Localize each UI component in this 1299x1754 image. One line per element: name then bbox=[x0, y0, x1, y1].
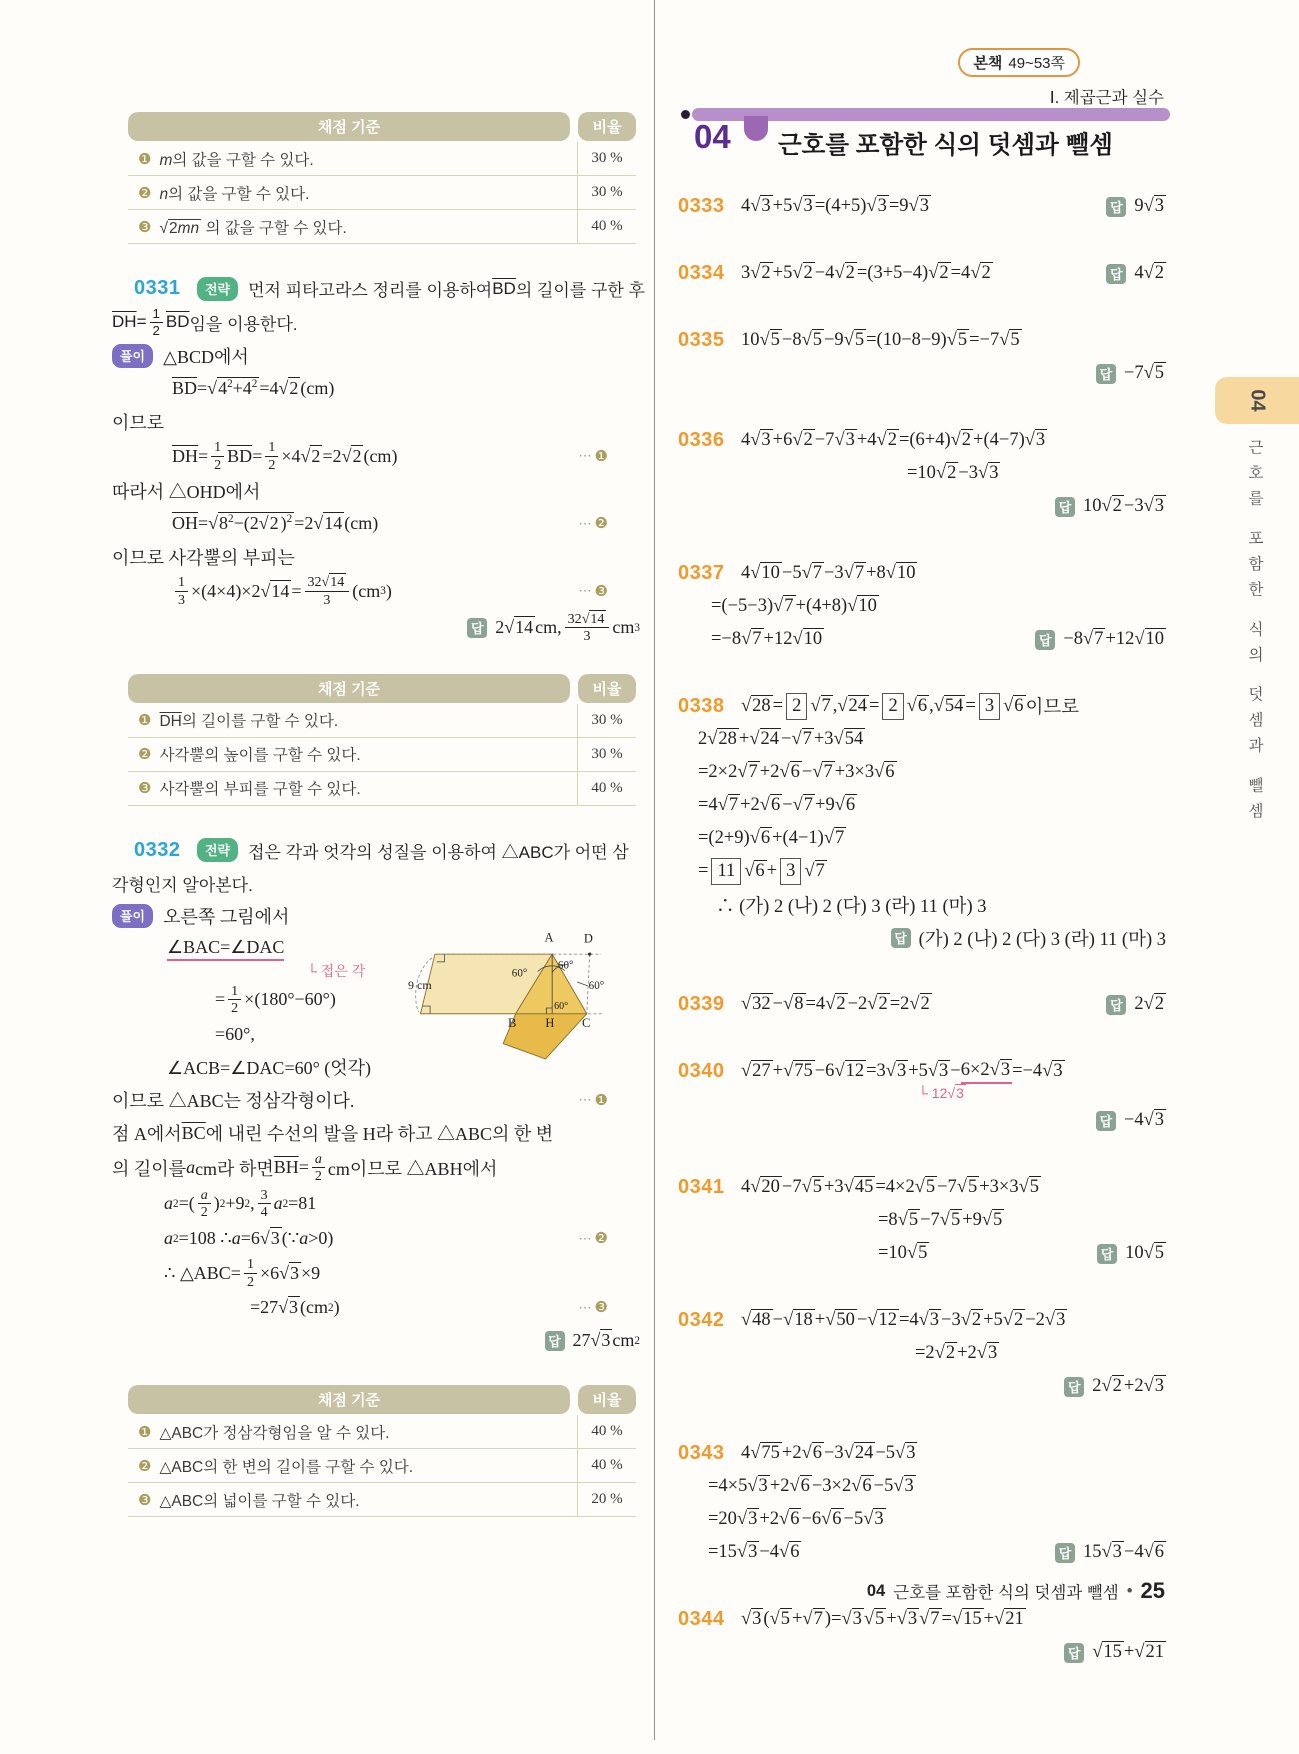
criteria-row bbox=[128, 1415, 636, 1449]
math-text: =4 √7 +2 √6 − √7 +9 √6 bbox=[698, 795, 856, 815]
problem-0344 bbox=[678, 1603, 1166, 1669]
math-text: =(2+9) √6 +(4−1) √7 bbox=[698, 828, 845, 848]
solution-line bbox=[678, 424, 1166, 457]
math-text: ∠BAC=∠DAC bbox=[167, 937, 284, 961]
problem-0342 bbox=[678, 1304, 1166, 1403]
step-number-icon: ❷ bbox=[594, 516, 608, 533]
math-text: =10 √2 −3 √3 bbox=[907, 463, 999, 483]
answer-line: 답 −7 √5 bbox=[678, 357, 1166, 390]
criteria-ratio: 30 % bbox=[577, 142, 636, 175]
table-header-ratio: 비율 bbox=[578, 1385, 636, 1414]
criteria-ratio: 20 % bbox=[577, 1483, 636, 1516]
math-text: 점 A에서 $\overline{BC}$ 에 내린 수선의 발을 H라 하고 △ABC의 한 변 bbox=[112, 1122, 554, 1145]
criteria-text: ❷ △ABC의 한 변의 길이를 구할 수 있다. bbox=[138, 1457, 414, 1476]
problem-0339 bbox=[678, 988, 1166, 1021]
label-b: B bbox=[507, 1016, 517, 1031]
book-ref-pages: 49~53쪽 bbox=[1008, 55, 1065, 72]
table-header-criteria: 채점 기준 bbox=[128, 112, 570, 141]
criteria-row bbox=[128, 772, 636, 806]
solution-line bbox=[678, 1470, 1166, 1503]
math-text: √28 = 2 √7 , √24 = 2 √6 , √54 = 3 √6 이므로 bbox=[741, 693, 1079, 719]
side-tab-number-box[interactable] bbox=[1215, 377, 1299, 424]
math-text: 이므로 △ABC는 정삼각형이다. bbox=[112, 1091, 355, 1112]
solution-line bbox=[112, 867, 640, 900]
table-header-criteria: 채점 기준 bbox=[128, 1385, 570, 1414]
solution-line bbox=[678, 1204, 1166, 1237]
solution-line bbox=[678, 1304, 1166, 1337]
section-title: 근호를 포함한 식의 덧셈과 뺄셈 bbox=[778, 132, 1113, 159]
solution-line bbox=[112, 507, 640, 540]
criteria-row bbox=[128, 210, 636, 244]
math-text: =(−5−3) √7 +(4+8) √10 bbox=[711, 596, 877, 616]
label-60-far: 60° bbox=[588, 979, 605, 992]
solution-badge: 풀이 bbox=[112, 904, 153, 928]
table-header bbox=[128, 674, 636, 703]
solution-line bbox=[678, 1503, 1166, 1536]
criteria-text: ❸ △ABC의 넓이를 구할 수 있다. bbox=[138, 1491, 360, 1510]
math-text: =2×2 √7 +2 √6 − √7 +3×3 √6 bbox=[698, 762, 895, 782]
right-column bbox=[678, 40, 1166, 1703]
step-number-icon: ❶ bbox=[138, 712, 152, 730]
step-number-icon: ❷ bbox=[138, 1457, 152, 1475]
criteria-ratio: 40 % bbox=[577, 1415, 636, 1448]
solution-line bbox=[678, 1437, 1166, 1470]
answer-badge: 답 bbox=[1055, 497, 1075, 517]
label-60-right: 60° bbox=[557, 959, 574, 972]
footer-section-title: 근호를 포함한 식의 덧셈과 뺄셈 bbox=[893, 1584, 1119, 1602]
solution-line bbox=[678, 1337, 1166, 1370]
solution-line bbox=[112, 339, 640, 372]
math-text: 4 √20 −7 √5 +3 √45 =4×2 √5 −7 √5 +3×3 √5 bbox=[741, 1177, 1039, 1197]
answer-badge: 답 bbox=[1055, 1543, 1075, 1563]
problem-0338 bbox=[678, 690, 1166, 954]
answer-badge: 답 bbox=[1096, 364, 1116, 384]
criteria-text: ❸ √2mn 의 값을 구할 수 있다. bbox=[138, 218, 347, 237]
math-text: √48 − √18 + √50 − √12 =4 √3 −3 √2 +5 √2 −2 √3 bbox=[741, 1310, 1066, 1330]
math-text: △BCD에서 bbox=[163, 346, 249, 367]
solution-line bbox=[112, 1084, 640, 1117]
answer-line: 답 −4 √3 bbox=[678, 1104, 1166, 1137]
solution-badge: 풀이 bbox=[112, 344, 153, 368]
criteria-row bbox=[128, 1449, 636, 1483]
pink-annotation: └ 12√3 bbox=[918, 1085, 964, 1101]
inline-answer: 답 4 √2 bbox=[1106, 263, 1166, 284]
solution-line bbox=[678, 855, 1166, 888]
answer-badge: 답 bbox=[1064, 1377, 1084, 1397]
solution-line bbox=[678, 324, 1166, 357]
criteria-text: ❷ 사각뿔의 높이를 구할 수 있다. bbox=[138, 746, 361, 765]
strategy-badge: 전략 bbox=[197, 277, 238, 301]
problem-number: 0334 bbox=[678, 262, 725, 284]
math-text: =2 √2 +2 √3 bbox=[915, 1343, 998, 1363]
side-tab-number: 04 bbox=[1246, 389, 1269, 412]
math-text: =−8 √7 +12 √10 bbox=[711, 629, 823, 649]
math-text: 4 √10 −5 √7 −3 √7 +8 √10 bbox=[741, 563, 916, 583]
solution-line bbox=[678, 1536, 1166, 1569]
answer-badge: 답 bbox=[545, 1331, 565, 1351]
step-marker: ⋯ ❶ bbox=[578, 1092, 608, 1109]
solution-line bbox=[112, 438, 640, 474]
math-text: =27 √3 (cm 2 ) bbox=[250, 1297, 340, 1318]
math-text: =15 √3 −4 √6 bbox=[708, 1542, 800, 1562]
step-number-icon: ❸ bbox=[138, 1491, 152, 1509]
solution-line bbox=[678, 690, 1166, 723]
criteria-ratio: 30 % bbox=[577, 738, 636, 771]
solution-line bbox=[678, 1171, 1166, 1204]
criteria-text: ❸ 사각뿔의 부피를 구할 수 있다. bbox=[138, 780, 361, 799]
math-text: 10 √5 −8 √5 −9 √5 =(10−8−9) √5 =−7 √5 bbox=[741, 330, 1020, 350]
criteria-text: ❶ $\overline{DH}$의 길이를 구할 수 있다. bbox=[138, 712, 339, 731]
section-number: 04 bbox=[694, 118, 731, 155]
problem-number: 0333 bbox=[678, 195, 725, 217]
step-number-icon: ❷ bbox=[138, 746, 152, 764]
answer-badge: 답 bbox=[1064, 1643, 1084, 1663]
table-header-ratio: 비율 bbox=[578, 112, 636, 141]
answer-line: 답 2 √2 +2 √3 bbox=[678, 1370, 1166, 1403]
math-text: √27 + √75 −6 √12 =3 √3 +5 √3 − 6×2√3 =−4 √3 bbox=[741, 1060, 1065, 1084]
problem-number: 0344 bbox=[678, 1608, 725, 1630]
label-h: H bbox=[545, 1016, 555, 1031]
math-text: =10 √5 bbox=[878, 1243, 928, 1263]
math-text: 의 길이를 a cm라 하면 $\overline{BH}$ = $\frac{a}{2}$ cm이므로 △ABH에서 bbox=[112, 1150, 498, 1185]
answer-badge: 답 bbox=[467, 618, 487, 638]
problem-0336 bbox=[678, 424, 1166, 523]
solution-line bbox=[678, 623, 1166, 656]
solution-line bbox=[112, 405, 640, 438]
page-footer bbox=[867, 1578, 1165, 1604]
solution-line bbox=[678, 557, 1166, 590]
criteria-table-3 bbox=[128, 1385, 636, 1517]
solution-line bbox=[678, 888, 1166, 921]
chapter-ref: Ⅰ. 제곱근과 실수 bbox=[1049, 89, 1164, 107]
math-text: 2 √28 + √24 − √7 +3 √54 bbox=[698, 729, 864, 749]
criteria-row bbox=[128, 142, 636, 176]
problem-number: 0342 bbox=[678, 1309, 725, 1331]
math-text: 각형인지 알아본다. bbox=[112, 875, 253, 895]
answer-line: 답 27 √3 cm 2 bbox=[112, 1324, 640, 1357]
math-text: √3 ( √5 + √7 )= √3 √5 + √3 √7 = √15 + √21 bbox=[741, 1609, 1024, 1629]
problem-number: 0343 bbox=[678, 1442, 725, 1464]
math-text: $\overline{OH}$ = $√8^2-(2√2$ )$^2$ =2 √14 (cm) bbox=[172, 513, 379, 534]
problems-list bbox=[678, 190, 1166, 1669]
math-text: 오른쪽 그림에서 bbox=[163, 907, 290, 928]
solution-line bbox=[678, 822, 1166, 855]
solution-line bbox=[678, 1603, 1166, 1636]
math-text: ∠ACB=∠DAC=60° (엇각) bbox=[167, 1058, 372, 1079]
ribbon-dot bbox=[681, 110, 690, 119]
criteria-text: ❷ n의 값을 구할 수 있다. bbox=[138, 184, 310, 203]
criteria-row bbox=[128, 704, 636, 738]
solution-line bbox=[678, 457, 1166, 490]
step-number-icon: ❶ bbox=[138, 1423, 152, 1441]
table-header bbox=[128, 1385, 636, 1414]
solution-line bbox=[678, 723, 1166, 756]
step-number-icon: ❸ bbox=[138, 780, 152, 798]
solution-line bbox=[678, 1055, 1166, 1088]
step-number-icon: ❷ bbox=[594, 1231, 608, 1248]
problem-number: 0336 bbox=[678, 429, 725, 451]
problem-0332 bbox=[112, 834, 640, 1358]
label-60-left: 60° bbox=[511, 967, 528, 980]
solution-line bbox=[112, 372, 640, 405]
side-tab-title: 근호를 포함한 식의 덧셈과 뺄셈 bbox=[1246, 439, 1263, 828]
answer-badge: 답 bbox=[1106, 197, 1126, 217]
solution-line bbox=[678, 190, 1166, 223]
step-marker: ⋯ ❸ bbox=[578, 1299, 608, 1317]
math-text: a 2 =108 ∴ a =6 √3 (∵ a >0) bbox=[164, 1228, 334, 1249]
math-text: 3 √2 +5 √2 −4 √2 =(3+5−4) √2 =4 √2 bbox=[741, 263, 991, 283]
problem-0335 bbox=[678, 324, 1166, 390]
step-number-icon: ❶ bbox=[594, 1092, 608, 1109]
math-text: = 11 √6 + 3 √7 bbox=[698, 858, 827, 884]
solution-line bbox=[112, 540, 640, 573]
fold-diagram-svg bbox=[408, 928, 606, 1063]
answer-badge: 답 bbox=[1097, 1244, 1117, 1264]
math-text: =20 √3 +2 √6 −6 √6 −5 √3 bbox=[708, 1509, 884, 1529]
inline-answer: 답 15 √3 −4 √6 bbox=[1055, 1542, 1166, 1563]
math-text: ∴ △ABC= $\frac{1}{2}$ ×6 √3 ×9 bbox=[164, 1256, 321, 1290]
solution-line bbox=[112, 1255, 640, 1291]
answer-line: 답 2 √14 cm, $\frac{32√14}{3}$ cm 3 bbox=[112, 610, 640, 646]
section-header bbox=[678, 40, 1166, 172]
problem-number: 0338 bbox=[678, 695, 725, 717]
left-column bbox=[112, 112, 645, 1545]
solution-line bbox=[112, 1222, 640, 1255]
math-text: $\frac{1}{3}$ ×(4×4)×2 √14 = $\frac{32√14}{3}$ (cm 3 ) bbox=[172, 574, 392, 608]
label-a: A bbox=[544, 930, 554, 945]
math-text: 먼저 피타고라스 정리를 이용하여 $\overline{BD}$ 의 길이를 구한 후 bbox=[248, 278, 645, 300]
pink-annotation: └ 접은 각 bbox=[307, 962, 366, 979]
math-text: 4 √3 +6 √2 −7 √3 +4 √2 =(6+4) √2 +(4−7) √3 bbox=[741, 430, 1046, 450]
math-text: 4 √3 +5 √3 =(4+5) √3 =9 √3 bbox=[741, 196, 929, 216]
step-marker: ⋯ ❶ bbox=[578, 448, 608, 465]
solution-line bbox=[678, 988, 1166, 1021]
problem-number: 0331 bbox=[134, 277, 181, 299]
math-text: 따라서 △OHD에서 bbox=[112, 481, 261, 502]
math-text: 접은 각과 엇각의 성질을 이용하여 △ABC가 어떤 삼 bbox=[248, 842, 629, 862]
column-divider bbox=[654, 0, 655, 1740]
math-text: $\overline{DH}$ = $\frac{1}{2}$ $\overline{BD}$ 임을 이용한다. bbox=[112, 306, 298, 338]
point-d-dot bbox=[588, 953, 591, 956]
problem-0341 bbox=[678, 1171, 1166, 1270]
math-text: 이므로 사각뿔의 부피는 bbox=[112, 547, 295, 568]
footer-section-number: 04 bbox=[866, 1581, 886, 1600]
solution-line bbox=[112, 1150, 640, 1186]
step-number-icon: ❷ bbox=[138, 184, 152, 202]
problem-number: 0341 bbox=[678, 1176, 725, 1198]
math-text: $\overline{DH}$ = $\frac{1}{2}$ $\overline{BD}$ = $\frac{1}{2}$ ×4 √2 =2 √2 (cm) bbox=[172, 439, 398, 473]
math-text: a 2 =( $\frac{a}{2}$ ) 2 +9 2 , $\frac{3}{4}$ a 2 =81 bbox=[164, 1186, 317, 1221]
answer-badge: 답 bbox=[891, 928, 911, 948]
math-text: =60°, bbox=[215, 1023, 255, 1044]
solution-line bbox=[678, 590, 1166, 623]
strategy-badge: 전략 bbox=[197, 838, 238, 862]
table-header-ratio: 비율 bbox=[578, 674, 636, 703]
angle-leader bbox=[577, 982, 588, 986]
math-text: √32 − √8 =4 √2 −2 √2 =2 √2 bbox=[741, 994, 930, 1014]
criteria-ratio: 40 % bbox=[577, 1449, 636, 1482]
label-c: C bbox=[581, 1016, 591, 1031]
criteria-table-1 bbox=[128, 112, 636, 244]
page-number: 25 bbox=[1140, 1578, 1165, 1603]
math-text: ∴ (가) 2 (나) 2 (다) 3 (라) 11 (마) 3 bbox=[716, 896, 987, 917]
solution-line bbox=[112, 1117, 640, 1150]
solution-line bbox=[112, 474, 640, 507]
problem-number: 0339 bbox=[678, 993, 725, 1015]
solution-line bbox=[678, 789, 1166, 822]
solution-line bbox=[112, 834, 640, 867]
criteria-row bbox=[128, 1483, 636, 1517]
inline-answer: 답 9 √3 bbox=[1106, 196, 1166, 217]
inline-answer: 답 −8 √7 +12 √10 bbox=[1035, 629, 1166, 650]
solution-line bbox=[112, 1291, 640, 1324]
inline-answer: 답 2 √2 bbox=[1106, 994, 1166, 1015]
book-ref-label: 본책 bbox=[973, 55, 1003, 72]
inline-answer: 답 10 √5 bbox=[1097, 1243, 1166, 1264]
label-d: D bbox=[583, 931, 593, 946]
problem-number: 0332 bbox=[134, 838, 181, 861]
answer-line: 답 10 √2 −3 √3 bbox=[678, 490, 1166, 523]
criteria-ratio: 40 % bbox=[577, 772, 636, 805]
step-number-icon: ❶ bbox=[594, 448, 608, 465]
step-number-icon: ❶ bbox=[138, 150, 152, 168]
answer-badge: 답 bbox=[1106, 995, 1126, 1015]
problem-number: 0340 bbox=[678, 1060, 725, 1082]
step-marker: ⋯ ❷ bbox=[578, 1230, 608, 1248]
solution-line bbox=[112, 305, 640, 339]
step-marker: ⋯ ❷ bbox=[578, 515, 608, 533]
ribbon-notch bbox=[744, 116, 768, 141]
criteria-ratio: 40 % bbox=[577, 210, 636, 243]
answer-badge: 답 bbox=[1096, 1111, 1116, 1131]
answer-badge: 답 bbox=[1035, 630, 1055, 650]
footer-dot: • bbox=[1126, 1581, 1133, 1600]
math-text: =8 √5 −7 √5 +9 √5 bbox=[878, 1210, 1003, 1230]
criteria-table-2 bbox=[128, 674, 636, 806]
table-header bbox=[128, 112, 636, 141]
label-9cm: 9 cm bbox=[408, 977, 432, 992]
problem-0334 bbox=[678, 257, 1166, 290]
answer-badge: 답 bbox=[1106, 264, 1126, 284]
solution-line bbox=[678, 1237, 1166, 1270]
problem-number: 0335 bbox=[678, 329, 725, 351]
criteria-ratio: 30 % bbox=[577, 704, 636, 737]
problem-0340 bbox=[678, 1055, 1166, 1137]
answer-line: 답 (가) 2 (나) 2 (다) 3 (라) 11 (마) 3 bbox=[678, 921, 1166, 954]
problem-number: 0337 bbox=[678, 562, 725, 584]
answer-line: 답 √15 + √21 bbox=[678, 1636, 1166, 1669]
math-text: = $\frac{1}{2}$ ×(180°−60°) bbox=[215, 982, 336, 1017]
criteria-text: ❶ m의 값을 구할 수 있다. bbox=[138, 150, 314, 169]
math-text: =4×5 √3 +2 √6 −3×2 √6 −5 √3 bbox=[708, 1476, 914, 1496]
problem-0337 bbox=[678, 557, 1166, 656]
problem-0331 bbox=[112, 272, 645, 646]
solution-line bbox=[112, 272, 645, 305]
label-60-h: 60° bbox=[554, 1000, 569, 1012]
criteria-row bbox=[128, 176, 636, 210]
book-ref-pill bbox=[958, 48, 1080, 77]
solution-line bbox=[678, 257, 1166, 290]
step-number-icon: ❸ bbox=[594, 1300, 608, 1317]
problem-0333 bbox=[678, 190, 1166, 223]
math-text: 4 √75 +2 √6 −3 √24 −5 √3 bbox=[741, 1443, 916, 1463]
problem-0343 bbox=[678, 1437, 1166, 1569]
criteria-row bbox=[128, 738, 636, 772]
folded-paper-diagram bbox=[408, 928, 606, 1068]
solution-line bbox=[112, 1186, 640, 1222]
solution-line bbox=[678, 756, 1166, 789]
solution-line bbox=[112, 573, 640, 609]
criteria-text: ❶ △ABC가 정삼각형임을 알 수 있다. bbox=[138, 1423, 390, 1442]
step-marker: ⋯ ❸ bbox=[578, 583, 608, 600]
math-text: 이므로 bbox=[112, 412, 165, 433]
step-number-icon: ❸ bbox=[594, 583, 608, 600]
table-header-criteria: 채점 기준 bbox=[128, 674, 570, 703]
math-text: $\overline{BD}$ = $√4^2+4^2$ =4 √2 (cm) bbox=[172, 378, 335, 399]
criteria-ratio: 30 % bbox=[577, 176, 636, 209]
side-tab[interactable] bbox=[1215, 377, 1299, 828]
step-number-icon: ❸ bbox=[138, 218, 152, 236]
